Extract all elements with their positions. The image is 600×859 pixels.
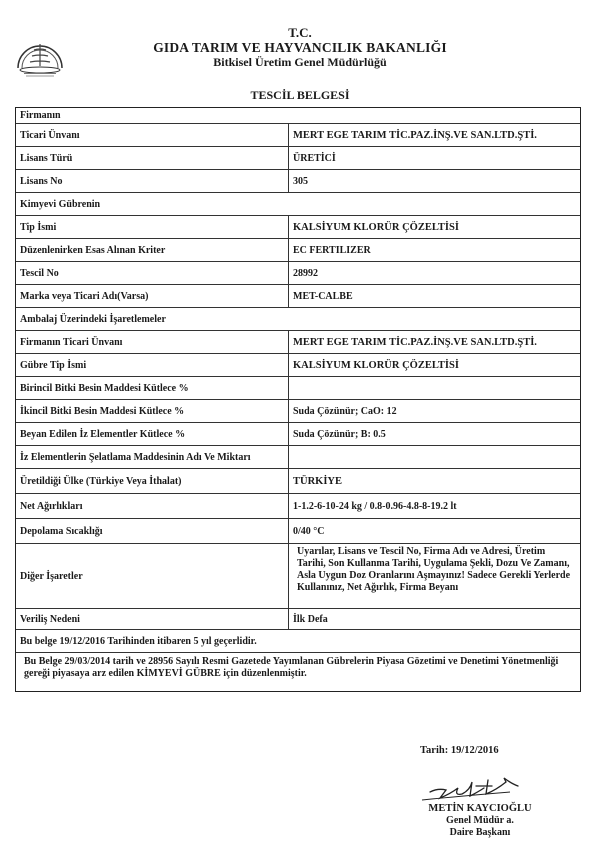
regulation-wrap xyxy=(16,653,580,691)
validity-row xyxy=(16,630,580,653)
signature-icon xyxy=(400,770,550,805)
table-row xyxy=(16,423,580,446)
table-row xyxy=(16,285,580,308)
row-label: Lisans Türü xyxy=(16,147,289,169)
row-value-wrap xyxy=(289,544,580,608)
row-label: Ticari Ünvanı xyxy=(16,124,289,146)
row-label: Lisans No xyxy=(16,170,289,192)
regulation-row xyxy=(16,653,580,691)
row-label: Depolama Sıcaklığı xyxy=(16,519,289,543)
signer-title-2: Daire Başkanı xyxy=(449,827,511,838)
table-row xyxy=(16,239,580,262)
row-label: Diğer İşaretler xyxy=(16,544,289,608)
row-value: TÜRKİYE xyxy=(293,475,343,487)
row-label: Veriliş Nedeni xyxy=(16,609,289,629)
table-row xyxy=(16,494,580,519)
row-label: Tip İsmi xyxy=(16,216,289,238)
row-value: ÜRETİCİ xyxy=(293,152,336,164)
signer-name: METİN KAYCIOĞLU xyxy=(428,803,532,814)
table-row xyxy=(16,469,580,494)
section-firm xyxy=(16,108,580,124)
row-value: MERT EGE TARIM TİC.PAZ.İNŞ.VE SAN.LTD.ŞTİ. xyxy=(293,129,537,141)
table-row xyxy=(16,354,580,377)
table-row xyxy=(16,446,580,469)
row-value xyxy=(289,377,580,399)
table-row xyxy=(16,519,580,544)
row-label: Üretildiği Ülke (Türkiye Veya İthalat) xyxy=(16,469,289,493)
table-row xyxy=(16,609,580,630)
row-value xyxy=(289,446,580,468)
row-value: MET-CALBE xyxy=(293,290,353,302)
row-label: Firmanın Ticari Ünvanı xyxy=(16,331,289,353)
registration-table xyxy=(15,107,581,692)
section-label: Firmanın xyxy=(20,110,61,121)
table-row xyxy=(16,124,580,147)
row-value: MERT EGE TARIM TİC.PAZ.İNŞ.VE SAN.LTD.ŞTİ. xyxy=(293,336,537,348)
row-value: İlk Defa xyxy=(293,613,328,625)
row-label: Beyan Edilen İz Elementler Kütlece % xyxy=(16,423,289,445)
row-label: Gübre Tip İsmi xyxy=(16,354,289,376)
table-row xyxy=(16,262,580,285)
table-row xyxy=(16,377,580,400)
department-name: Bitkisel Üretim Genel Müdürlüğü xyxy=(213,55,387,69)
row-value: Suda Çözünür; B: 0.5 xyxy=(293,428,386,440)
row-label: Marka veya Ticari Adı(Varsa) xyxy=(16,285,289,307)
table-row xyxy=(16,400,580,423)
row-value: KALSİYUM KLORÜR ÇÖZELTİSİ xyxy=(293,221,459,233)
table-row xyxy=(16,147,580,170)
section-label: Ambalaj Üzerindeki İşaretlemeler xyxy=(20,313,166,325)
section-fertilizer xyxy=(16,193,580,216)
row-label: İkincil Bitki Besin Maddesi Kütlece % xyxy=(16,400,289,422)
ministry-name: GIDA TARIM VE HAYVANCILIK BAKANLIĞI xyxy=(153,40,447,55)
row-value: 0/40 °C xyxy=(293,525,325,537)
signer-title: Genel Müdür a. xyxy=(446,815,514,826)
row-value: Uyarılar, Lisans ve Tescil No, Firma Adı ve Adresi, Üretim Tarihi, Son Kullanma Tarihi, Uygulama Şekli, Dozu Ve Zamanı, Asla Uygun Doz Oranlarını Aşmayınız! Sadece Gerekli Yerlerde Kullanınız, Net Ağırlık, Firma Beyanı xyxy=(297,546,571,593)
row-value: KALSİYUM KLORÜR ÇÖZELTİSİ xyxy=(293,359,459,371)
table-row xyxy=(16,170,580,193)
row-label: Tescil No xyxy=(16,262,289,284)
document-title: TESCİL BELGESİ xyxy=(250,88,350,102)
validity-note: Bu belge 19/12/2016 Tarihinden itibaren 5 yıl geçerlidir. xyxy=(20,635,257,647)
regulation-note: Bu Belge 29/03/2014 tarih ve 28956 Sayılı Resmi Gazetede Yayımlanan Gübrelerin Piyasa Gözetimi ve Denetimi Yönetmenliği gereği piyasaya arz edilen KİMYEVİ GÜBRE için düzenlenmiştir. xyxy=(24,656,559,679)
table-row xyxy=(16,544,580,609)
table-row xyxy=(16,331,580,354)
republic-abbrev: T.C. xyxy=(288,25,312,40)
table-row xyxy=(16,216,580,239)
row-label: Düzenlenirken Esas Alınan Kriter xyxy=(16,239,289,261)
row-label: İz Elementlerin Şelatlama Maddesinin Adı Ve Miktarı xyxy=(16,446,289,468)
row-label: Net Ağırlıkları xyxy=(16,494,289,518)
row-value: 28992 xyxy=(293,267,318,279)
document-header xyxy=(0,26,600,69)
row-label: Birincil Bitki Besin Maddesi Kütlece % xyxy=(16,377,289,399)
signer-block xyxy=(400,803,560,839)
row-value: Suda Çözünür; CaO: 12 xyxy=(293,405,397,417)
row-value: EC FERTILIZER xyxy=(293,244,371,256)
row-value: 1-1.2-6-10-24 kg / 0.8-0.96-4.8-8-19.2 lt xyxy=(293,500,457,512)
issue-date: Tarih: 19/12/2016 xyxy=(420,745,499,756)
row-value: 305 xyxy=(293,175,308,187)
section-label: Kimyevi Gübrenin xyxy=(20,198,101,210)
section-packaging xyxy=(16,308,580,331)
